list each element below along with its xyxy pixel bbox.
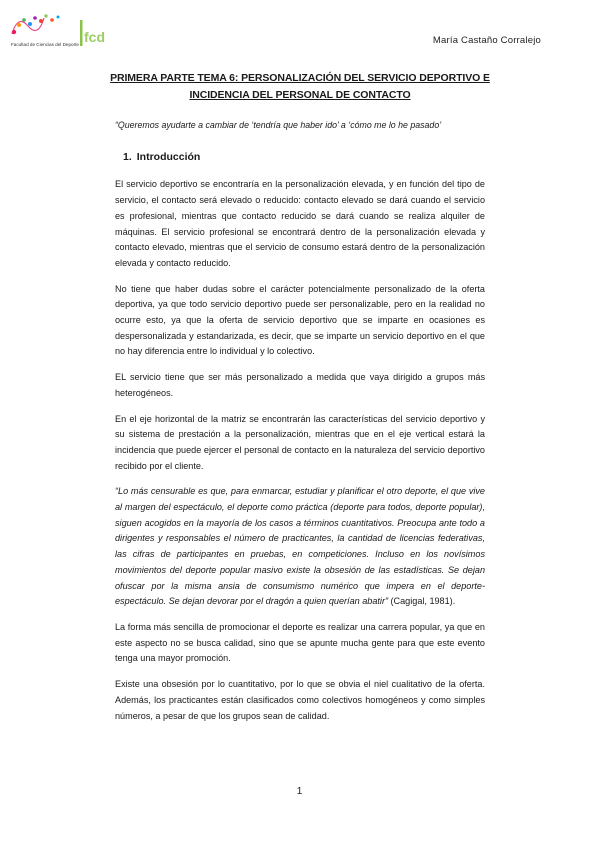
epigraph: “Queremos ayudarte a cambiar de ‘tendría que haber ido’ a ‘cómo me lo he pasado’: [115, 120, 442, 130]
document-body: [115, 118, 485, 734]
author-name: María Castaño Corralejo: [432, 35, 541, 46]
citation-block: “Lo más censurable es que, para enmarcar, estudiar y planificar el otro deporte, el que vive al margen del espectáculo, el deporte como práctica (deporte para todos, deporte popular), siguen acogidos en la mayoría de los casos a términos cuantitativos. Preocupa ante todo a dirigentes y responsables el número de practicantes, la cantidad de licencias federativas, las cifras de participantes en pruebas, en competiciones. Incluso en los novísimos movimientos del deporte popular masivo existe la obsesión de las estadísticas. Se dejan ofuscar por la misma ansia de consumismo numérico que impera en el deporte-espectáculo. Se dejan devorar por el dragón a quien querían abatir” (Cagigal, 1981).: [115, 486, 485, 607]
paragraph: No tiene que haber dudas sobre el carácter potencialmente personalizado de la oferta deportiva, ya que todo servicio deportivo puede ser personalizable, pero en la realidad no ocurre esto, ya que la oferta de servicio deportivo que se imparte en ocasiones es despersonalizada y estandarizada, es decir, que se imparte un servicio deportivo en el que no hay diferencia entre lo individual y lo colectivo.: [115, 283, 485, 357]
paragraph: En el eje horizontal de la matriz se encontrarán las características del servicio deportivo y su sistema de prestación a la personalización, mientras que en el eje vertical estará la incidencia que puede ejercer el personal de contacto en la naturaleza del servicio deportivo recibido por el cliente.: [115, 413, 485, 471]
section-heading: 1. Introducción: [123, 150, 201, 163]
paragraph: EL servicio tiene que ser más personalizado a medida que vaya dirigido a grupos más heterogéneos.: [115, 372, 485, 398]
document-title: PRIMERA PARTE TEMA 6: PERSONALIZACIÓN DEL SERVICIO DEPORTIVO E INCIDENCIA DEL PERSONAL DE CONTACTO: [110, 72, 490, 101]
paragraph: Existe una obsesión por lo cuantitativo, por lo que se obvia el niel cualitativo de la oferta. Además, los practicantes están clasificados como colectivos homogéneos y como simples números, a pesar de que los grupos sean de calidad.: [115, 679, 485, 721]
svg-text:Facultad de Ciencias del Depor: Facultad de Ciencias del Deporte: [11, 42, 79, 47]
paragraph: La forma más sencilla de promocionar el deporte es realizar una carrera popular, ya que en este aspecto no se busca calidad, sino que se apunte mucha gente para que este evento tenga una mayor promoción.: [115, 621, 485, 664]
logo-letters: fcd: [84, 29, 105, 45]
page-number: 1: [296, 786, 303, 797]
paragraph: El servicio deportivo se encontraría en la personalización elevada, y en función del tipo de servicio, el contacto será elevado o reducido: contacto elevado se dará cuando el servicio es profesional, mientras que contacto reducido se dará cuando se realiza alquiler de máquinas. El servicio profesional se encontrará dentro de la personalización elevada y contacto elevado, mientras que el servicio de consumo estará dentro de la personalización elevada y contacto reducido.: [115, 179, 485, 268]
faculty-logo: [8, 8, 108, 52]
